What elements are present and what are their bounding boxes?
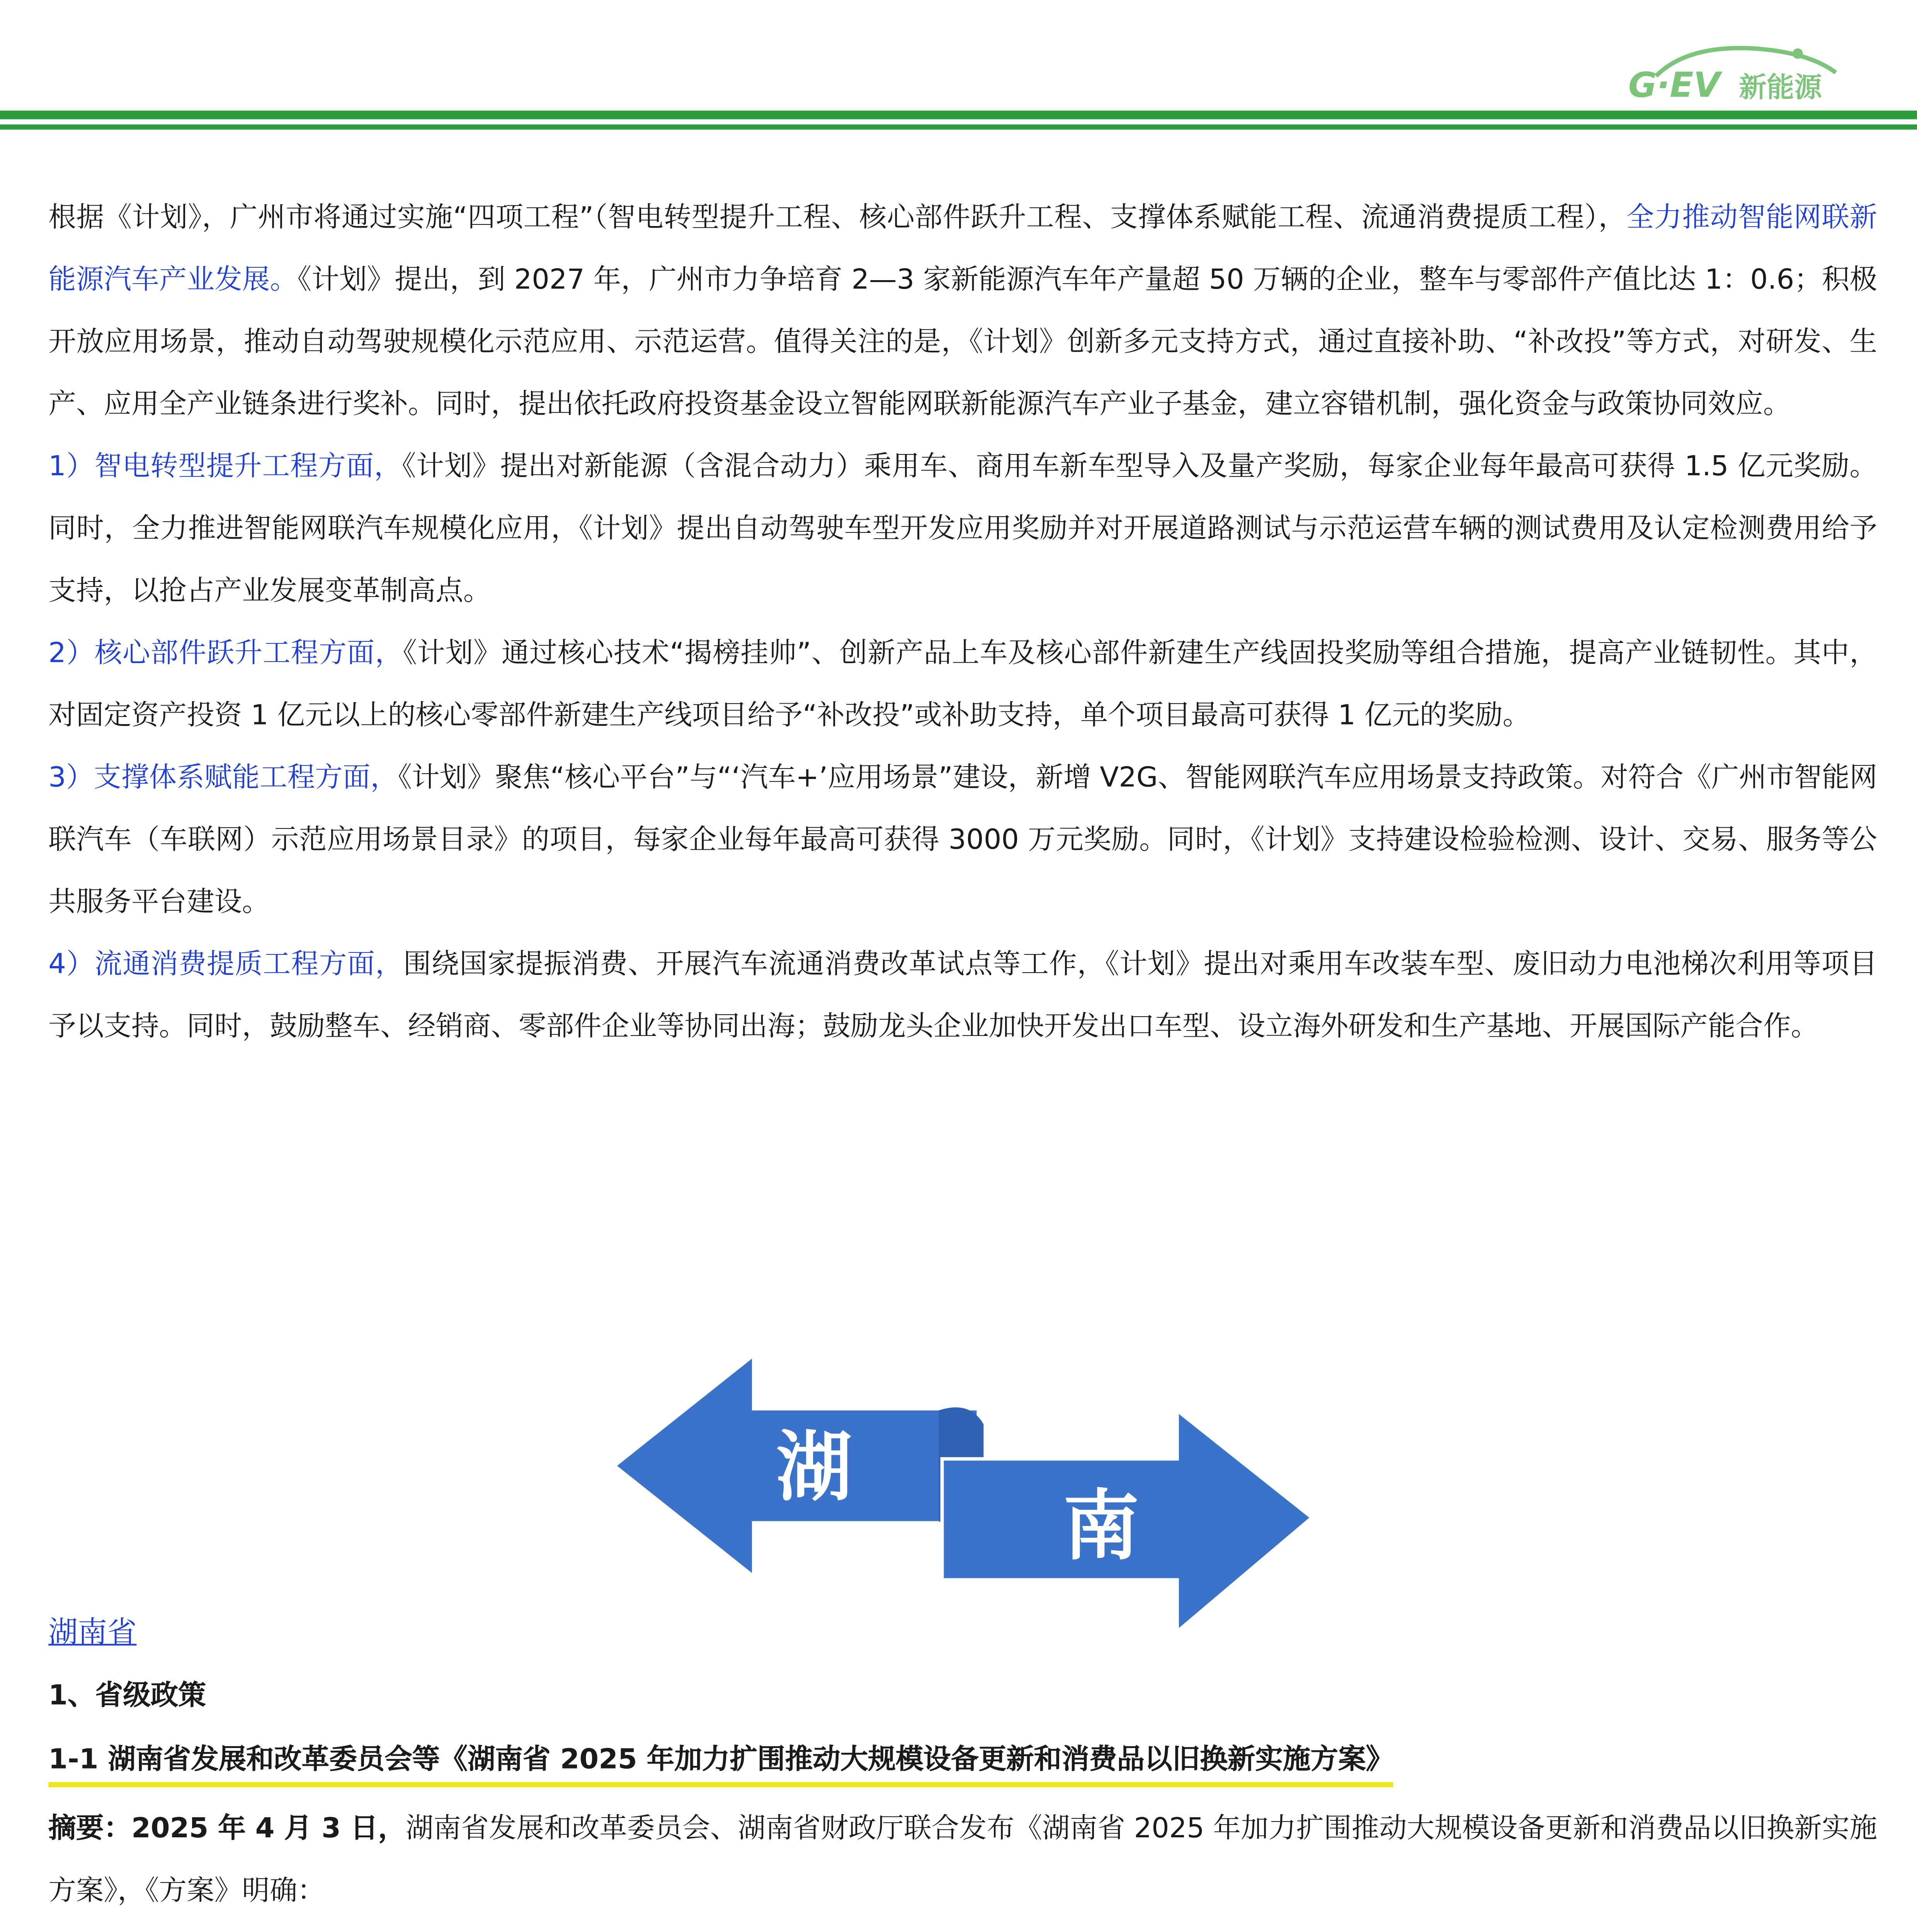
- summary-text: 湖南省发展和改革委员会、湖南省财政厅联合发布《湖南省 2025 年加力扩围推动大规模设备更新和消费品以旧换新实施方案》，《方案》明确：: [48, 1811, 1878, 1907]
- svg-text:G·EV: G·EV: [1628, 65, 1720, 105]
- measure-label: 4）流通消费提质工程方面，: [48, 947, 403, 980]
- right-arrow-char: 南: [1063, 1482, 1139, 1571]
- intro-text-tail: 《计划》提出，到 2027 年，广州市力争培育 2—3 家新能源汽车年产量超 50 万辆的企业，整车与零部件产值比达 1：0.6；积极开放应用场景，推动自动驾驶规模化示范应用、示范运营。值得关注的是，《计划》创新多元支持方式，通过直接补助、“补改投”等方式，对研发、生产、应用全产业链条进行奖补。同时，提出依托政府投资基金设立智能网联新能源汽车产业子基金，建立容错机制，强化资金与政策协同效应。: [48, 262, 1878, 420]
- policy-item-1: [48, 1922, 1877, 1932]
- summary-label: 摘要：2025 年 4 月 3 日，: [48, 1811, 406, 1845]
- hunan-section: [48, 1798, 1877, 1932]
- left-arrow-char: 湖: [776, 1423, 852, 1512]
- measure-text: 《计划》提出对新能源（含混合动力）乘用车、商用车新车型导入及量产奖励，每家企业每年最高可获得 1.5 亿元奖励。同时，全力推进智能网联汽车规模化应用，《计划》提出自动驾驶车型开发应用奖励并对开展道路测试与示范运营车辆的测试费用及认定检测费用给予支持，以抢占产业发展变革制高点。: [48, 449, 1878, 607]
- measure-text: 围绕国家提振消费、开展汽车流通消费改革试点等工作，《计划》提出对乘用车改装车型、废旧动力电池梯次利用等项目予以支持。同时，鼓励整车、经销商、零部件企业等协同出海；鼓励龙头企业加快开发出口车型、设立海外研发和生产基地、开展国际产能合作。: [48, 947, 1878, 1043]
- measure-item-4: [48, 934, 1877, 1058]
- intro-paragraph: [48, 187, 1877, 435]
- summary-paragraph: [48, 1798, 1877, 1922]
- section-title-hunan[interactable]: 湖南省: [48, 1616, 137, 1651]
- document-title: 1-1 湖南省发展和改革委员会等《湖南省 2025 年加力扩围推动大规模设备更新和消费品以旧换新实施方案》: [48, 1737, 1393, 1787]
- measure-label: 3）支撑体系赋能工程方面，: [48, 760, 398, 794]
- measure-label: 1）智电转型提升工程方面，: [48, 449, 402, 483]
- guangzhou-section: [48, 187, 1877, 1058]
- measure-item-3: [48, 747, 1877, 934]
- gev-logo: [1618, 38, 1877, 114]
- sub-title-provincial-policy: 1、省级政策: [48, 1678, 206, 1711]
- measure-item-1: [48, 435, 1877, 622]
- header-rule-thick: [0, 111, 1917, 119]
- hunan-arrow-banner: [614, 1348, 1322, 1642]
- header-rule-thin: [0, 124, 1917, 129]
- measure-text: 《计划》聚焦“核心平台”与“‘汽车+’应用场景”建设，新增 V2G、智能网联汽车应用场景支持政策。对符合《广州市智能网联汽车（车联网）示范应用场景目录》的项目，每家企业每年最高可获得 3000 万元奖励。同时，《计划》支持建设检验检测、设计、交易、服务等公共服务平台建设。: [48, 760, 1878, 918]
- svg-text:新能源: 新能源: [1739, 71, 1822, 104]
- intro-text: 根据《计划》，广州市将通过实施“四项工程”（智电转型提升工程、核心部件跃升工程、支撑体系赋能工程、流通消费提质工程），: [48, 200, 1626, 233]
- measure-text: 《计划》通过核心技术“揭榜挂帅”、创新产品上车及核心部件新建生产线固投奖励等组合措施，提高产业链韧性。其中，对固定资产投资 1 亿元以上的核心零部件新建生产线项目给予“补改投”或补助支持，单个项目最高可获得 1 亿元的奖励。: [48, 636, 1878, 731]
- measure-label: 2）核心部件跃升工程方面，: [48, 636, 403, 669]
- measure-item-2: [48, 622, 1877, 747]
- intro-highlight: 全力推动智能网联新能源汽车产业发展。: [48, 200, 1878, 296]
